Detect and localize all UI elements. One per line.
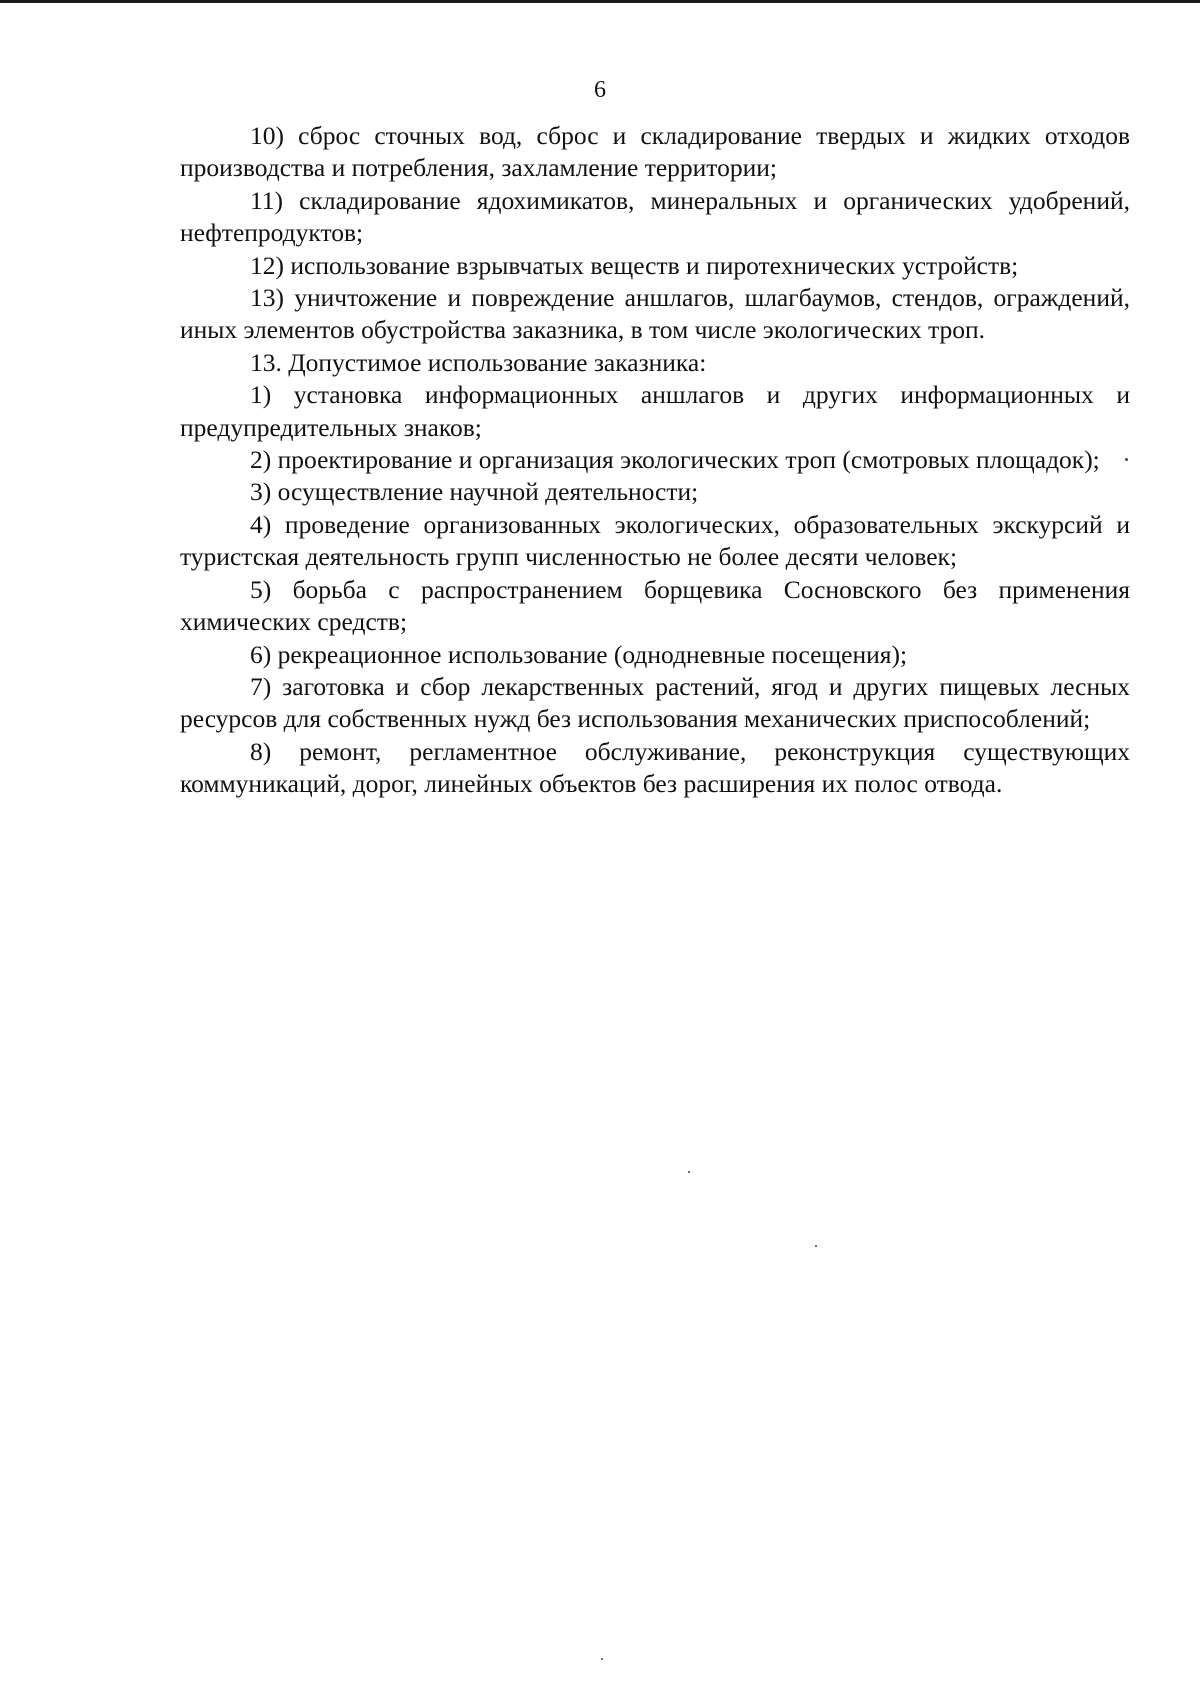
scan-speck: [601, 1658, 603, 1660]
scan-top-edge: [0, 0, 1200, 3]
section-heading-13: 13. Допустимое использование заказника:: [250, 347, 707, 377]
list-item-prohibited-12: 12) использование взрывчатых веществ и пиротехнических устройств;: [250, 250, 1019, 280]
list-item-allowed-4: 4) проведение организованных экологических, образовательных экскурсий и туристская деятельность групп численностью не более десяти человек;: [180, 509, 1130, 572]
list-item-prohibited-13: 13) уничтожение и повреждение аншлагов, шлагбаумов, стендов, ограждений, иных элементов обустройства заказника, в том числе экологических троп.: [180, 283, 1130, 345]
list-item-allowed-8: 8) ремонт, регламентное обслуживание, реконструкция существующих коммуникаций, дорог, линейных объектов без расширения их полос отвода.: [180, 736, 1130, 799]
list-item-allowed-3: 3) осуществление научной деятельности;: [250, 477, 699, 507]
scan-speck: [688, 1171, 690, 1173]
list-item-allowed-5: 5) борьба с распространением борщевика Сосновского без применения химических средств;: [180, 574, 1130, 637]
scan-speck: [815, 1245, 817, 1247]
scan-speck: [1125, 458, 1128, 461]
list-item-allowed-1: 1) установка информационных аншлагов и других информационных и предупредительных знаков;: [180, 380, 1130, 442]
list-item-allowed-2: 2) проектирование и организация экологических троп (смотровых площадок);: [250, 445, 1100, 475]
list-item-prohibited-10: 10) сброс сточных вод, сброс и складирование твердых и жидких отходов производства и потребления, захламление территории;: [180, 121, 1130, 183]
list-item-prohibited-11: 11) складирование ядохимикатов, минеральных и органических удобрений, нефтепродуктов;: [180, 185, 1130, 248]
list-item-allowed-7: 7) заготовка и сбор лекарственных растений, ягод и других пищевых лесных ресурсов для собственных нужд без использования механических приспособлений;: [180, 671, 1130, 734]
list-item-allowed-6: 6) рекреационное использование (однодневные посещения);: [250, 639, 908, 669]
page-number: 6: [594, 77, 606, 103]
document-body: [180, 120, 1130, 801]
